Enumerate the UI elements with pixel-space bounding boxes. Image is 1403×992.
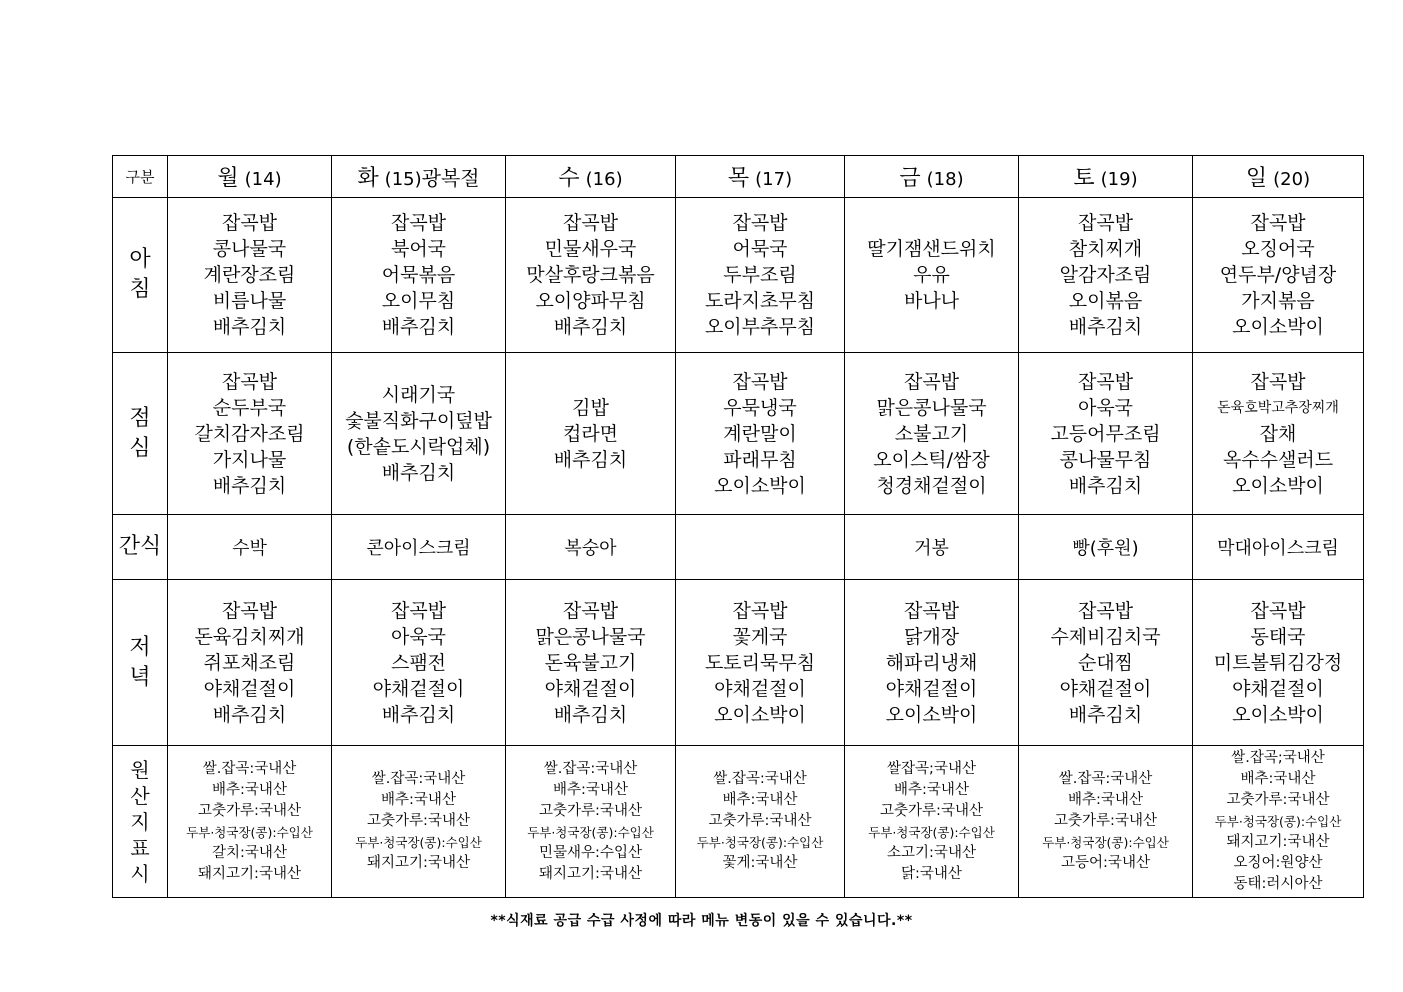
menu-item: 가지볶음 [1241,290,1315,312]
origin-line: 고춧가루:국내산 [708,813,812,829]
day-name: 금 [899,166,921,191]
menu-item: 배추김치 [553,316,628,338]
menu-item: 잡곡밥 [1077,370,1134,393]
origin-cell [1193,746,1364,898]
menu-item: 맛살후랑크볶음 [526,264,655,286]
menu-item: 닭개장 [903,625,960,648]
menu-item: 잡곡밥 [1077,599,1134,622]
menu-item: 오이양파무침 [535,290,646,312]
origin-line: 쌀.잡곡:국내산 [1058,771,1153,787]
menu-item: 비름나물 [212,290,287,312]
origin-line: 돼지고기:국내산 [1226,834,1330,850]
menu-item: (한솥도시락업체) [346,435,491,458]
menu-item: 김밥 [572,396,609,419]
snack-cell [676,515,845,580]
menu-cell [1019,580,1193,746]
menu-item: 잡곡밥 [732,370,788,393]
header-label: 구분 [113,156,168,198]
menu-item: 청경채겉절이 [876,474,987,497]
menu-item: 동태국 [1250,625,1306,648]
menu-item: 오이소박이 [1232,474,1324,497]
menu-cell [506,353,676,515]
menu-item: 숯불직화구이덮밥 [345,409,492,432]
menu-item: 계란말이 [723,422,797,445]
menu-item: 오이볶음 [1068,290,1143,312]
menu-item: 잡곡밥 [732,212,788,234]
menu-item: 알감자조림 [1059,264,1152,286]
menu-item: 해파리냉채 [885,651,978,674]
menu-cell [1193,198,1364,353]
day-name: 목 [727,166,750,191]
menu-item: 야채겉절이 [544,677,637,700]
day-date: (18) [926,169,964,190]
origin-line: 두부·청국장(콩):수입산 [355,835,482,850]
origin-line: 닭:국내산 [901,865,962,882]
menu-item: 미트볼튀김강정 [1213,651,1343,674]
origin-line: 두부·청국장(콩):수입산 [1042,835,1169,850]
menu-item: 배추김치 [1068,703,1143,726]
menu-item: 배추김치 [553,703,628,726]
menu-item: 콩나물무침 [1059,448,1152,471]
snack-cell: 복숭아 [506,515,676,580]
origin-line: 고춧가루:국내산 [198,802,301,819]
snack-row [113,515,1364,580]
menu-item: 오이소박이 [1232,316,1324,338]
menu-cell [506,580,676,746]
row-label-snack: 간식 [113,515,168,580]
menu-item: 잡곡밥 [732,599,788,622]
menu-item: 수제비김치국 [1050,625,1161,648]
weekly-menu-table [112,155,1364,898]
menu-item: 두부조림 [723,264,797,286]
snack-cell: 거봉 [845,515,1019,580]
menu-item: 맑은콩나물국 [876,396,987,419]
menu-cell [332,580,506,746]
origin-line: 배추:국내산 [722,792,798,808]
day-header [845,156,1019,198]
origin-line: 민물새우:수입산 [539,844,642,861]
menu-item: 잡곡밥 [1250,599,1306,622]
origin-line: 두부·청국장(콩):수입산 [527,824,654,840]
menu-cell [676,198,845,353]
menu-item: 잡곡밥 [390,212,447,234]
menu-item: 잡곡밥 [903,370,960,393]
menu-item: 잡곡밥 [562,599,619,622]
menu-item: 어묵볶음 [381,264,456,286]
origin-line: 두부·청국장(콩):수입산 [186,824,313,840]
day-header [506,156,676,198]
origin-line: 두부·청국장(콩):수입산 [1214,814,1342,829]
origin-line: 꽃게:국내산 [722,855,798,871]
menu-item: 어묵국 [732,238,788,260]
menu-item: 돈육불고기 [544,651,637,674]
menu-item: 연두부/양념장 [1219,264,1337,286]
menu-item: 쥐포채조림 [203,651,296,674]
menu-cell [1193,580,1364,746]
menu-item: 돈육호박고추장찌개 [1217,399,1339,416]
menu-item: 오이소박이 [885,703,978,726]
menu-item: 오이소박이 [714,474,806,497]
origin-line: 고춧가루:국내산 [1226,792,1330,808]
day-header [676,156,845,198]
day-name: 수 [558,166,580,191]
day-header [332,156,506,198]
menu-item: 컵라면 [562,422,619,445]
menu-cell [332,353,506,515]
origin-line: 쌀.잡곡:국내산 [371,771,466,787]
menu-item: 갈치감자조림 [194,422,305,445]
menu-item: 배추김치 [381,703,456,726]
origin-line: 돼지고기:국내산 [367,855,470,871]
origin-cell [506,746,676,898]
row-label-morning: 아 침 [113,198,168,353]
menu-item: 계란장조림 [203,264,296,286]
origin-line: 고춧가루:국내산 [880,802,983,819]
menu-item: 가지나물 [212,448,287,471]
menu-item: 오이스틱/쌈장 [873,448,990,471]
day-name: 화 [357,166,379,191]
lunch-row [113,353,1364,515]
menu-cell [332,198,506,353]
menu-item: 잡곡밥 [221,212,278,234]
menu-item: 맑은콩나물국 [535,625,646,648]
menu-item: 아욱국 [390,625,447,648]
menu-item: 순대찜 [1077,651,1134,674]
origin-line: 두부·청국장(콩):수입산 [868,824,995,840]
menu-cell [506,198,676,353]
row-label-origin: 원 산 지 표 시 [113,746,168,898]
day-date: (15) [384,169,422,190]
origin-line: 배추:국내산 [1240,771,1316,787]
snack-cell: 콘아이스크림 [332,515,506,580]
origin-line: 쌀.잡곡:국내산 [543,760,638,777]
menu-item: 오이부추무침 [704,316,816,338]
origin-line: 소고기:국내산 [887,844,976,861]
menu-item: 옥수수샐러드 [1222,448,1334,471]
menu-cell [676,580,845,746]
origin-cell [845,746,1019,898]
menu-item: 파래무침 [723,448,797,471]
menu-item: 잡곡밥 [562,212,619,234]
menu-item: 잡곡밥 [221,599,278,622]
day-header [1019,156,1193,198]
menu-item: 야채겉절이 [714,677,806,700]
origin-line: 동태:러시아산 [1233,876,1323,892]
menu-item: 오이소박이 [714,703,806,726]
menu-cell [1193,353,1364,515]
origin-line: 돼지고기:국내산 [539,865,642,882]
menu-item: 잡곡밥 [390,599,447,622]
menu-item: 스팸전 [390,651,447,674]
day-name: 월 [217,166,239,191]
day-header [168,156,332,198]
menu-item: 아욱국 [1077,396,1134,419]
origin-line: 배추:국내산 [894,781,969,798]
day-date: (14) [244,169,282,190]
origin-line: 돼지고기:국내산 [198,865,301,882]
origin-line: 고춧가루:국내산 [367,813,470,829]
menu-item: 시래기국 [381,383,456,406]
origin-line: 고춧가루:국내산 [539,802,642,819]
menu-item: 오징어국 [1241,238,1315,260]
day-name: 토 [1073,166,1095,191]
header-row [113,156,1364,198]
menu-item: 배추김치 [212,703,287,726]
day-date: (16) [585,169,623,190]
menu-item: 잡곡밥 [221,370,278,393]
menu-item: 야채겉절이 [885,677,978,700]
origin-line: 배추:국내산 [553,781,628,798]
snack-cell: 빵(후원) [1019,515,1193,580]
origin-line: 배추:국내산 [1068,792,1143,808]
origin-line: 배추:국내산 [212,781,287,798]
footer-notice: **식재료 공급 수급 사정에 따라 메뉴 변동이 있을 수 있습니다.** [490,913,913,929]
menu-item: 잡곡밥 [1250,370,1306,393]
menu-item: 잡곡밥 [903,599,960,622]
menu-cell [168,580,332,746]
menu-item: 배추김치 [381,461,456,484]
day-name: 일 [1245,166,1268,191]
origin-line: 쌀잡곡;국내산 [887,760,976,777]
row-label-dinner: 저 녁 [113,580,168,746]
origin-line: 두부·청국장(콩):수입산 [696,835,824,850]
origin-line: 고등어:국내산 [1061,855,1150,871]
menu-item: 배추김치 [553,448,628,471]
menu-item: 잡곡밥 [1250,212,1306,234]
snack-cell: 수박 [168,515,332,580]
menu-item: 잡채 [1259,422,1297,445]
menu-item: 북어국 [390,238,447,260]
menu-cell [845,353,1019,515]
menu-item: 민물새우국 [544,238,637,260]
origin-cell [676,746,845,898]
menu-item: 도토리묵무침 [704,651,816,674]
day-header [1193,156,1364,198]
menu-cell [168,198,332,353]
menu-item: 순두부국 [212,396,287,419]
day-date: (17) [755,169,793,190]
origin-cell [168,746,332,898]
menu-item: 배추김치 [1068,316,1143,338]
menu-item: 우묵냉국 [723,396,797,419]
menu-item: 배추김치 [212,474,287,497]
menu-item: 바나나 [903,290,960,312]
morning-row [113,198,1364,353]
menu-item: 소불고기 [894,422,969,445]
origin-line: 오징어:원양산 [1233,855,1323,871]
menu-cell [168,353,332,515]
menu-item: 야채겉절이 [1232,677,1324,700]
menu-item: 꽃게국 [732,625,788,648]
menu-item: 콩나물국 [212,238,287,260]
day-date: (19) [1100,169,1138,190]
menu-item: 배추김치 [381,316,456,338]
menu-item: 딸기잼샌드위치 [867,238,996,260]
origin-line: 고춧가루:국내산 [1054,813,1157,829]
day-note: 광복절 [421,166,480,190]
menu-item: 배추김치 [1068,474,1143,497]
menu-cell [676,353,845,515]
dinner-row [113,580,1364,746]
origin-line: 쌀.잡곡:국내산 [202,760,297,777]
menu-item: 잡곡밥 [1077,212,1134,234]
menu-item: 돈육김치찌개 [194,625,305,648]
origin-line: 배추:국내산 [381,792,456,808]
row-label-lunch: 점 심 [113,353,168,515]
menu-item: 야채겉절이 [203,677,296,700]
origin-line: 쌀.잡곡:국내산 [713,771,807,787]
origin-line: 갈치:국내산 [212,844,287,861]
menu-item: 우유 [913,264,950,286]
snack-cell: 막대아이스크림 [1193,515,1364,580]
menu-cell [845,198,1019,353]
menu-item: 배추김치 [212,316,287,338]
menu-item: 야채겉절이 [372,677,465,700]
menu-item: 오이무침 [381,290,456,312]
origin-row [113,746,1364,898]
day-date: (20) [1273,169,1311,190]
menu-item: 야채겉절이 [1059,677,1152,700]
menu-cell [1019,353,1193,515]
menu-item: 고등어무조림 [1050,422,1161,445]
menu-item: 도라지초무침 [704,290,816,312]
origin-cell [1019,746,1193,898]
menu-cell [845,580,1019,746]
menu-item: 참치찌개 [1068,238,1143,260]
origin-line: 쌀.잡곡;국내산 [1231,750,1325,766]
menu-cell [1019,198,1193,353]
menu-item: 오이소박이 [1232,703,1324,726]
origin-cell [332,746,506,898]
